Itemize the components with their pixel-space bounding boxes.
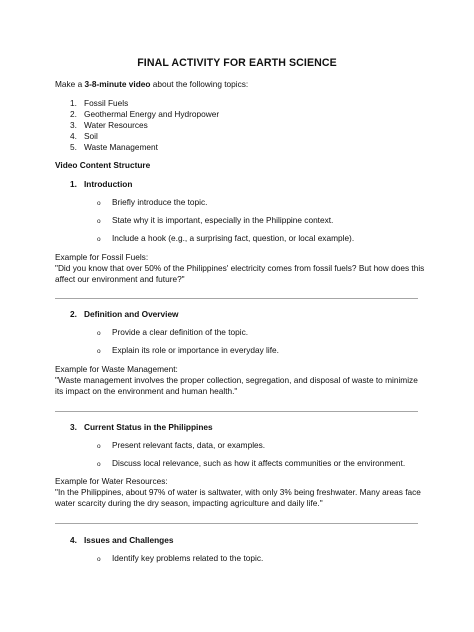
bullet-item [97, 440, 265, 452]
section-divider [55, 298, 418, 299]
bullet-item [97, 458, 405, 470]
section-title: Definition and Overview [84, 309, 179, 319]
bullet-marker: o [97, 218, 101, 225]
section-divider [55, 411, 418, 412]
bullet-item [97, 215, 333, 227]
section-heading-introduction [70, 179, 132, 190]
bullet-marker: o [97, 348, 101, 355]
bullet-text: Include a hook (e.g., a surprising fact, question, or local example). [112, 233, 355, 243]
topic-label: Fossil Fuels [84, 98, 129, 108]
section-number: 1. [70, 179, 77, 189]
example-quote: "In the Philippines, about 97% of water is saltwater, with only 3% being freshwater. Many areas face water scarcity during the dry season, impacting agriculture and daily life." [55, 487, 421, 508]
topic-number: 5. [70, 142, 77, 152]
section-divider [55, 523, 418, 524]
bullet-marker: o [97, 443, 101, 450]
topic-number: 2. [70, 109, 77, 119]
example-label: Example for Water Resources: [55, 476, 168, 486]
topic-label: Geothermal Energy and Hydropower [84, 109, 220, 119]
intro-instruction [55, 79, 248, 90]
bullet-text: Explain its role or importance in everyday life. [112, 345, 279, 355]
section-number: 3. [70, 422, 77, 432]
topic-item [70, 142, 158, 153]
bullet-marker: o [97, 556, 101, 563]
bullet-marker: o [97, 461, 101, 468]
bullet-marker: o [97, 200, 101, 207]
topic-number: 3. [70, 120, 77, 130]
topic-number: 1. [70, 98, 77, 108]
example-label: Example for Fossil Fuels: [55, 252, 149, 262]
bullet-item [97, 345, 279, 357]
bullet-text: Identify key problems related to the topic. [112, 553, 264, 563]
bullet-marker: o [97, 330, 101, 337]
topic-item [70, 98, 128, 109]
topic-label: Water Resources [84, 120, 148, 130]
topic-number: 4. [70, 131, 77, 141]
intro-suffix: about the following topics: [150, 79, 249, 89]
bullet-item [97, 233, 354, 245]
topic-label: Soil [84, 131, 98, 141]
section-heading-current-status [70, 422, 213, 433]
bullet-text: Discuss local relevance, such as how it affects communities or the environment. [112, 458, 406, 468]
bullet-marker: o [97, 236, 101, 243]
structure-heading: Video Content Structure [55, 160, 151, 170]
example-quote: "Waste management involves the proper collection, segregation, and disposal of waste to minimize its impact on the environment and human health." [55, 375, 418, 396]
example-label: Example for Waste Management: [55, 364, 178, 374]
bullet-text: State why it is important, especially in the Philippine context. [112, 215, 334, 225]
section-title: Issues and Challenges [84, 535, 174, 545]
section-number: 4. [70, 535, 77, 545]
topic-label: Waste Management [84, 142, 158, 152]
topic-item [70, 131, 98, 142]
topic-item [70, 109, 219, 120]
section-number: 2. [70, 309, 77, 319]
topic-item [70, 120, 148, 131]
section-title: Introduction [84, 179, 133, 189]
section-heading-definition [70, 309, 179, 320]
bullet-item [97, 553, 263, 565]
bullet-text: Provide a clear definition of the topic. [112, 327, 249, 337]
example-quote: "Did you know that over 50% of the Philippines' electricity comes from fossil fuels? But how does this affect our environment and future?" [55, 263, 425, 284]
intro-prefix: Make a [55, 79, 85, 89]
bullet-text: Briefly introduce the topic. [112, 197, 208, 207]
bullet-item [97, 197, 207, 209]
document-title: FINAL ACTIVITY FOR EARTH SCIENCE [137, 57, 337, 69]
section-heading-issues [70, 535, 173, 546]
bullet-item [97, 327, 248, 339]
bullet-text: Present relevant facts, data, or examples. [112, 440, 266, 450]
section-title: Current Status in the Philippines [84, 422, 213, 432]
intro-duration: 3-8-minute video [84, 79, 151, 89]
